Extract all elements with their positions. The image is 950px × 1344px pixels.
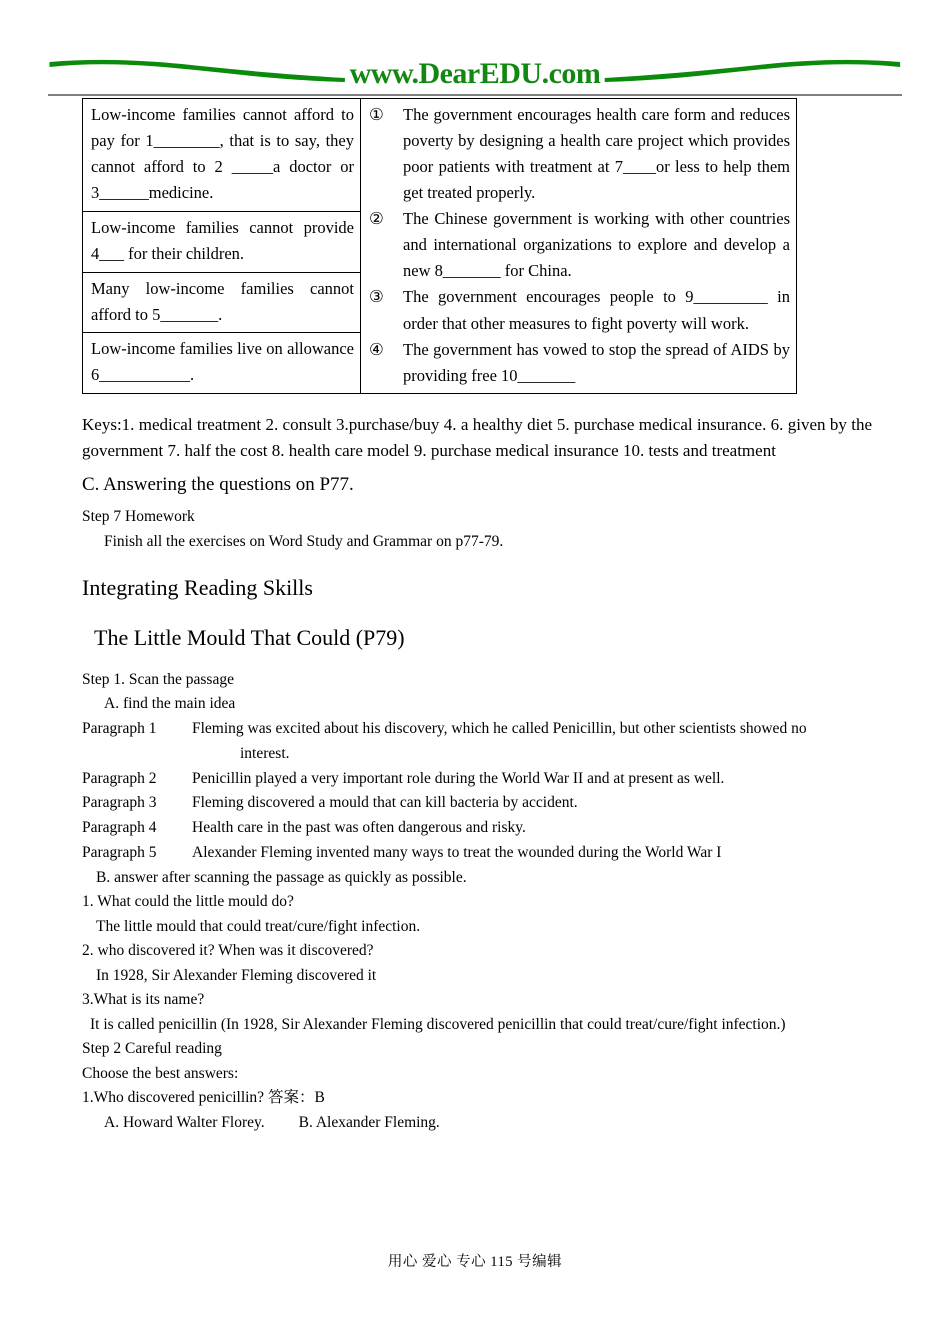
- table-cell-cause-4: [83, 333, 361, 394]
- paragraph-text-3: Fleming discovered a mould that can kill bacteria by accident.: [192, 794, 578, 812]
- paragraph-label-5: Paragraph 5: [82, 843, 157, 861]
- mcq-question: 1.Who discovered penicillin? 答案：B: [82, 1089, 325, 1107]
- cause-text-2: Low-income families cannot provide 4___ for their children.: [91, 218, 354, 264]
- question-3: 3.What is its name?: [82, 991, 205, 1009]
- paragraph-label-4: Paragraph 4: [82, 819, 157, 837]
- answer-2: In 1928, Sir Alexander Fleming discovered it: [96, 966, 377, 984]
- answer-1: The little mould that could treat/cure/fight infection.: [96, 917, 421, 935]
- paragraph-summary-row: [82, 816, 872, 841]
- table-cell-cause-1: [83, 99, 361, 212]
- site-logo: [48, 52, 902, 90]
- page-footer: [0, 1252, 950, 1272]
- list-text-3: The government encourages people to 9_________ in order that other measures to fight poverty will work.: [403, 287, 790, 333]
- paragraph-summary-row: [82, 717, 872, 767]
- list-item: [369, 206, 790, 284]
- table-row: [83, 99, 797, 212]
- list-marker-4: ④: [369, 339, 384, 359]
- spacer: [82, 604, 872, 622]
- passage-title: The Little Mould That Could (P79): [94, 625, 405, 651]
- paragraph-text-4: Health care in the past was often dangerous and risky.: [192, 819, 526, 837]
- table-cell-measures: [361, 99, 797, 394]
- fill-in-table: [82, 98, 797, 394]
- footer-text: 用心 爱心 专心 115 号编辑: [387, 1254, 563, 1270]
- list-item: [369, 102, 790, 206]
- cause-text-1: Low-income families cannot afford to pay for 1________, that is to say, they cannot afford to 2 _____a doctor or 3______medicine.: [91, 105, 354, 203]
- list-marker-2: ②: [369, 209, 384, 229]
- list-item: [369, 337, 790, 389]
- spacer: [82, 554, 872, 572]
- section-c-heading: C. Answering the questions on P77.: [82, 473, 354, 495]
- step7-text: Finish all the exercises on Word Study and Grammar on p77-79.: [104, 532, 504, 550]
- paragraph-summary-row: [82, 791, 872, 816]
- spacer: [82, 654, 872, 668]
- header-divider: [48, 94, 902, 96]
- spacer: [82, 394, 872, 412]
- question-1: 1. What could the little mould do?: [82, 893, 294, 911]
- list-text-2: The Chinese government is working with other countries and international organizations to explore and develop a new 8_______ for China.: [403, 209, 790, 281]
- choose-best-answers-label: Choose the best answers:: [82, 1064, 239, 1082]
- paragraph-summary-row: [82, 767, 872, 792]
- list-item: [369, 284, 790, 336]
- paragraph-text-2: Penicillin played a very important role during the World War II and at present as well.: [192, 769, 725, 787]
- mcq-option-a[interactable]: A. Howard Walter Florey.: [104, 1113, 265, 1131]
- logo-text: www.DearEDU.com: [349, 57, 601, 90]
- paragraph-text-1-wrap: [192, 717, 872, 767]
- page-title: Integrating Reading Skills: [82, 575, 313, 601]
- paragraph-text-1-cont: interest.: [240, 744, 290, 762]
- step1-sub-b: B. answer after scanning the passage as quickly as possible.: [96, 868, 467, 886]
- step1-label: Step 1. Scan the passage: [82, 670, 234, 688]
- step1-sub-a: A. find the main idea: [104, 695, 236, 713]
- list-text-1: The government encourages health care form and reduces poverty by designing a health care project which provides poor patients with treatment at 7____or less to help them get treated properly.: [403, 105, 790, 203]
- list-marker-1: ①: [369, 105, 384, 124]
- paragraph-label-1: Paragraph 1: [82, 719, 157, 737]
- paragraph-summary-row: [82, 841, 872, 866]
- list-marker-3: ③: [369, 287, 384, 307]
- paragraph-label-3: Paragraph 3: [82, 794, 157, 812]
- cause-text-4: Low-income families live on allowance 6___________.: [91, 339, 354, 385]
- paragraph-text-5: Alexander Fleming invented many ways to treat the wounded during the World War I: [192, 843, 722, 861]
- swoosh-right-icon: [604, 58, 902, 84]
- mcq-options-row: [82, 1111, 872, 1135]
- mcq-option-b[interactable]: B. Alexander Fleming.: [298, 1113, 440, 1131]
- answer-keys: Keys:1. medical treatment 2. consult 3.purchase/buy 4. a healthy diet 5. purchase medical insurance. 6. given by the government 7. half the cost 8. health care model 9. purchase medical insurance 10. tests and treatment: [82, 414, 872, 461]
- step2-label: Step 2 Careful reading: [82, 1040, 222, 1058]
- paragraph-text-1: Fleming was excited about his discovery, which he called Penicillin, but other scientists showed no: [192, 719, 807, 737]
- paragraph-label-2: Paragraph 2: [82, 769, 157, 787]
- table-cell-cause-2: [83, 212, 361, 273]
- answer-3: It is called penicillin (In 1928, Sir Alexander Fleming discovered penicillin that could treat/cure/fight infection.): [90, 1015, 786, 1033]
- step7-label: Step 7 Homework: [82, 508, 195, 526]
- document-body: [82, 98, 872, 1135]
- swoosh-left-icon: [48, 58, 346, 84]
- cause-text-3: Many low-income families cannot afford to 5_______.: [91, 278, 354, 324]
- question-2: 2. who discovered it? When was it discovered?: [82, 942, 374, 960]
- list-text-4: The government has vowed to stop the spread of AIDS by providing free 10_______: [403, 339, 790, 385]
- table-cell-cause-3: [83, 272, 361, 333]
- measures-list: [369, 102, 790, 389]
- page-header: [48, 52, 902, 96]
